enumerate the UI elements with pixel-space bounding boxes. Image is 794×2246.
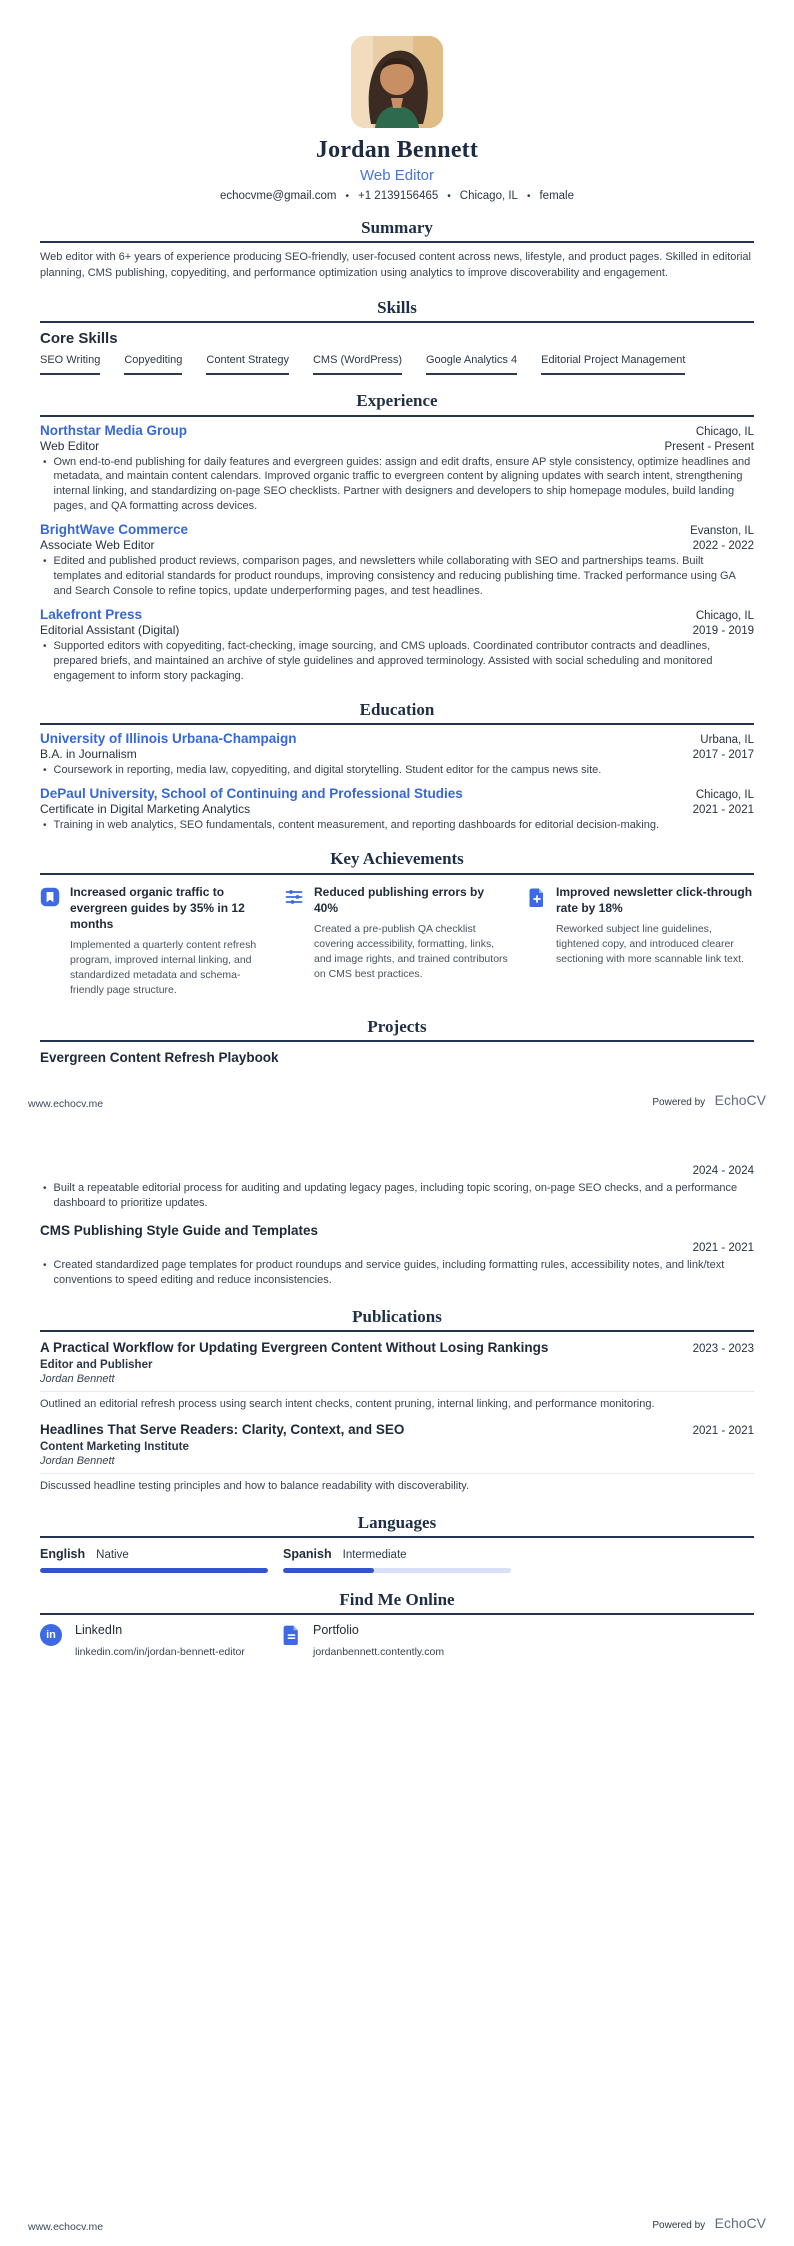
contact-separator: • <box>345 190 349 202</box>
language-item <box>283 1547 511 1573</box>
summary-heading: Summary <box>361 218 433 237</box>
contact-row <box>40 190 754 202</box>
person-job-title: Web Editor <box>360 167 434 184</box>
section-publications <box>40 1306 754 1494</box>
project-bullets <box>40 1258 754 1288</box>
experience-entry <box>40 522 754 599</box>
job-dates: 2019 - 2019 <box>692 625 754 638</box>
language-head <box>283 1547 511 1561</box>
linkedin-url-link[interactable]: linkedin.com/in/jordan-bennett-editor <box>75 1646 245 1659</box>
bullet-item <box>40 1181 754 1211</box>
experience-entry-sub <box>40 538 754 552</box>
company-location: Chicago, IL <box>695 610 754 623</box>
achievements-grid <box>40 884 754 998</box>
contact-location: Chicago, IL <box>459 190 518 202</box>
achievement-desc: Implemented a quarterly content refresh program, improved internal linking, and standardized metadata and schema-friendly page structure. <box>70 939 257 996</box>
footer-powered <box>652 2215 766 2233</box>
publication-top <box>40 1339 754 1357</box>
publication-entry <box>40 1421 754 1494</box>
skill-item: Copyediting <box>124 351 182 375</box>
online-label: LinkedIn <box>75 1623 123 1638</box>
section-divider <box>40 1613 754 1615</box>
contact-separator: • <box>447 190 451 202</box>
publication-title: Headlines That Serve Readers: Clarity, Context, and SEO <box>40 1422 405 1437</box>
job-dates: Present - Present <box>664 440 754 453</box>
languages-heading: Languages <box>357 1512 437 1532</box>
summary-text: Web editor with 6+ years of experience producing SEO-friendly, user-focused content across news, lifestyle, and product pages. Skilled in editorial planning, CMS publishing, copyediting, and performance optimization using analytics to improve discoverability and engagement. <box>40 251 751 279</box>
project-title: Evergreen Content Refresh Playbook <box>40 1050 279 1065</box>
job-role: Editorial Assistant (Digital) <box>40 623 180 638</box>
bullet-text: Edited and published product reviews, comparison pages, and newsletters while collaborating with SEO and partnerships teams. Built templates and editorial standards for product roundups, improving consistency and reducing publishing time. Tracked performance using GA and Search Console to refine topics, update underperforming pages, and test headlines. <box>53 555 736 598</box>
resume-header <box>40 0 754 202</box>
section-divider <box>40 1536 754 1538</box>
achievement-item <box>40 884 266 998</box>
section-divider <box>40 321 754 323</box>
publication-author: Jordan Bennett <box>40 1372 115 1385</box>
education-entry <box>40 731 754 778</box>
school-link[interactable]: University of Illinois Urbana-Champaign <box>40 731 297 747</box>
bullet-item <box>40 455 754 515</box>
footer-powered-text: Powered by <box>652 2220 706 2231</box>
section-divider <box>40 1040 754 1042</box>
publication-dates: 2021 - 2021 <box>692 1425 754 1437</box>
project-title: CMS Publishing Style Guide and Templates <box>40 1222 319 1238</box>
language-name: English <box>40 1547 86 1562</box>
footer-site-link[interactable]: www.echocv.me <box>28 1098 104 1110</box>
section-divider <box>40 723 754 725</box>
experience-entry-top <box>40 423 754 438</box>
contact-separator: • <box>526 190 531 202</box>
achievement-body <box>314 884 510 998</box>
achievement-title: Improved newsletter click-through rate by 18% <box>556 884 753 915</box>
job-role: Web Editor <box>40 438 100 453</box>
portfolio-icon <box>283 1624 300 1658</box>
bullet-item <box>40 1258 754 1288</box>
footer-brand: EchoCV <box>714 2215 766 2231</box>
footer-powered-text: Powered by <box>652 1097 706 1108</box>
language-name: Spanish <box>283 1547 332 1562</box>
experience-bullets <box>40 639 754 684</box>
skill-item: Editorial Project Management <box>541 351 685 375</box>
online-grid <box>40 1623 754 1658</box>
bullet-glyph: • <box>43 456 47 468</box>
skill-item: Google Analytics 4 <box>426 351 517 375</box>
page-footer <box>28 2215 766 2233</box>
online-item-portfolio <box>283 1623 511 1658</box>
company-location: Chicago, IL <box>695 425 754 438</box>
publications-heading: Publications <box>352 1306 442 1326</box>
achievement-body <box>70 884 266 998</box>
publication-publisher: Content Marketing Institute <box>40 1440 189 1453</box>
education-dates: 2017 - 2017 <box>692 749 754 762</box>
bullet-glyph: • <box>43 765 47 777</box>
publication-divider <box>40 1391 754 1392</box>
file-plus-icon <box>528 887 546 998</box>
project-dates: 2024 - 2024 <box>692 1165 754 1177</box>
linkedin-badge: in <box>40 1624 62 1646</box>
achievement-title: Reduced publishing errors by 40% <box>314 884 485 915</box>
achievement-item <box>284 884 510 998</box>
language-level: Intermediate <box>342 1549 407 1562</box>
section-divider <box>40 241 754 243</box>
experience-entry-top <box>40 522 754 537</box>
publication-desc: Discussed headline testing principles and how to balance readability with discoverability. <box>40 1479 470 1492</box>
language-level: Native <box>96 1549 129 1562</box>
bullet-text: Training in web analytics, SEO fundamentals, content measurement, and reporting dashboards for editorial decision-making. <box>53 819 660 832</box>
resume-page-2 <box>0 1123 794 2246</box>
achievement-body <box>556 884 754 998</box>
languages-grid <box>40 1547 754 1573</box>
job-dates: 2022 - 2022 <box>692 540 754 553</box>
find-me-online-heading: Find Me Online <box>339 1590 455 1610</box>
section-divider <box>40 415 754 417</box>
language-bar-fill <box>40 1568 268 1573</box>
language-bar-track <box>40 1568 268 1573</box>
achievement-item <box>528 884 754 998</box>
job-role: Associate Web Editor <box>40 538 155 553</box>
person-name: Jordan Bennett <box>315 137 479 163</box>
footer-powered <box>652 1092 766 1110</box>
bullet-item <box>40 639 754 684</box>
experience-entry-sub <box>40 439 754 453</box>
section-divider <box>40 873 754 875</box>
company-link[interactable]: Northstar Media Group <box>40 422 188 438</box>
bullet-text: Created standardized page templates for product roundups and service guides, including formatting rules, accessibility notes, and link/text conventions to speed editing and reduce inconsistencies. <box>53 1258 725 1286</box>
profile-photo <box>351 36 443 128</box>
bullet-glyph: • <box>43 1183 47 1194</box>
footer-site-link[interactable]: www.echocv.me <box>28 2221 104 2233</box>
language-item <box>40 1547 268 1573</box>
section-find-me-online <box>40 1589 754 1658</box>
company-link[interactable]: BrightWave Commerce <box>40 522 189 538</box>
bookmark-icon <box>40 887 60 998</box>
degree: B.A. in Journalism <box>40 747 137 762</box>
experience-entry <box>40 423 754 515</box>
publication-desc: Outlined an editorial refresh process using search intent checks, content pruning, internal linking, and performance monitoring. <box>40 1397 655 1410</box>
school-location: Chicago, IL <box>695 789 754 802</box>
experience-entry-top <box>40 607 754 622</box>
skills-heading: Skills <box>377 298 417 318</box>
experience-heading: Experience <box>356 391 438 411</box>
experience-bullets <box>40 554 754 599</box>
sliders-icon <box>284 887 304 998</box>
footer-brand: EchoCV <box>714 1092 766 1108</box>
company-link[interactable]: Lakefront Press <box>40 607 143 623</box>
section-skills <box>40 297 754 375</box>
achievement-desc: Reworked subject line guidelines, tightened copy, and introduced clearer sectioning with more scannable link text. <box>556 922 744 965</box>
bullet-text: Built a repeatable editorial process for auditing and updating legacy pages, including topic scoring, on-page SEO checks, and a performance dashboard to prioritize updates. <box>53 1182 738 1209</box>
company-location: Evanston, IL <box>690 525 754 538</box>
contact-gender: female <box>539 190 575 202</box>
section-projects <box>40 1016 754 1065</box>
skills-list <box>40 351 754 375</box>
publication-entry <box>40 1339 754 1412</box>
section-divider <box>40 1330 754 1332</box>
section-education <box>40 699 754 833</box>
achievement-desc: Created a pre-publish QA checklist covering accessibility, formatting, links, and image rights, and trained contributors on CMS best practices. <box>314 922 508 980</box>
education-heading: Education <box>359 700 435 720</box>
online-label: Portfolio <box>313 1623 359 1638</box>
education-entry-top <box>40 786 754 801</box>
publication-divider <box>40 1473 754 1474</box>
online-item-linkedin <box>40 1623 268 1658</box>
projects-heading: Projects <box>367 1016 427 1036</box>
contact-email: echocvme@gmail.com <box>219 190 337 202</box>
bullet-text: Own end-to-end publishing for daily features and evergreen guides: assign and edit drafts, ensure AP style consistency, optimize headlines and metadata, and maintain content calendars. Improved organic traffic to evergreen content by aligning updates with search intent, strengthening internal linking, and standardizing on-page SEO checklists. Partner with designers and developers to ship homepage modules, build landing pages, and QA formatting across devices. <box>53 455 751 513</box>
experience-entry <box>40 607 754 684</box>
education-bullets <box>40 763 754 778</box>
publication-publisher: Editor and Publisher <box>40 1358 153 1371</box>
skills-group-title: Core Skills <box>40 330 118 348</box>
experience-entry-sub <box>40 623 754 637</box>
bullet-text: Coursework in reporting, media law, copyediting, and digital storytelling. Student editor for the campus news site. <box>53 764 602 777</box>
skill-item: CMS (WordPress) <box>313 351 402 375</box>
portfolio-url-link[interactable]: jordanbennett.contently.com <box>313 1646 445 1659</box>
school-link[interactable]: DePaul University, School of Continuing and Professional Studies <box>40 786 463 802</box>
school-location: Urbana, IL <box>700 734 754 747</box>
section-languages <box>40 1512 754 1573</box>
linkedin-icon <box>40 1624 62 1658</box>
degree: Certificate in Digital Marketing Analytics <box>40 802 251 817</box>
contact-phone: +1 2139156465 <box>358 190 439 202</box>
experience-bullets <box>40 455 754 515</box>
bullet-item <box>40 763 754 778</box>
achievement-title: Increased organic traffic to evergreen guides by 35% in 12 months <box>70 884 245 931</box>
bullet-text: Supported editors with copyediting, fact-checking, image sourcing, and CMS uploads. Coordinated contributor contracts and deadlines, prepared briefs, and maintained an archive of style guidelines and approved terminology. Assisted with social scheduling and monitored engagement to inform story packaging. <box>53 640 713 683</box>
section-experience <box>40 390 754 684</box>
bullet-glyph: • <box>43 641 47 653</box>
page-footer <box>28 1092 766 1110</box>
publication-author: Jordan Bennett <box>40 1454 115 1467</box>
publication-top <box>40 1421 754 1439</box>
skill-item: Content Strategy <box>206 351 289 375</box>
bullet-glyph: • <box>43 820 47 832</box>
bullet-item <box>40 554 754 599</box>
online-item-body <box>75 1623 245 1658</box>
online-grid-spacer <box>526 1623 754 1658</box>
section-achievements <box>40 848 754 997</box>
online-item-body <box>313 1623 444 1658</box>
education-entry-sub <box>40 747 754 761</box>
education-entry-top <box>40 731 754 746</box>
bullet-glyph: • <box>43 556 47 568</box>
achievements-heading: Key Achievements <box>330 849 464 869</box>
publication-title: A Practical Workflow for Updating Evergreen Content Without Losing Rankings <box>40 1340 549 1356</box>
education-entry-sub <box>40 802 754 816</box>
profile-photo-illustration <box>351 36 443 128</box>
bullet-item <box>40 818 754 833</box>
language-bar-track <box>283 1568 511 1573</box>
education-dates: 2021 - 2021 <box>692 804 754 817</box>
skill-item: SEO Writing <box>40 351 100 375</box>
language-grid-spacer <box>526 1547 754 1573</box>
publication-dates: 2023 - 2023 <box>692 1343 754 1356</box>
project-dates: 2021 - 2021 <box>692 1241 754 1254</box>
language-head <box>40 1547 268 1561</box>
section-summary <box>40 217 754 281</box>
language-bar-fill <box>283 1568 374 1573</box>
education-entry <box>40 786 754 833</box>
bullet-glyph: • <box>43 1259 47 1271</box>
project-bullets <box>40 1181 754 1211</box>
education-bullets <box>40 818 754 833</box>
